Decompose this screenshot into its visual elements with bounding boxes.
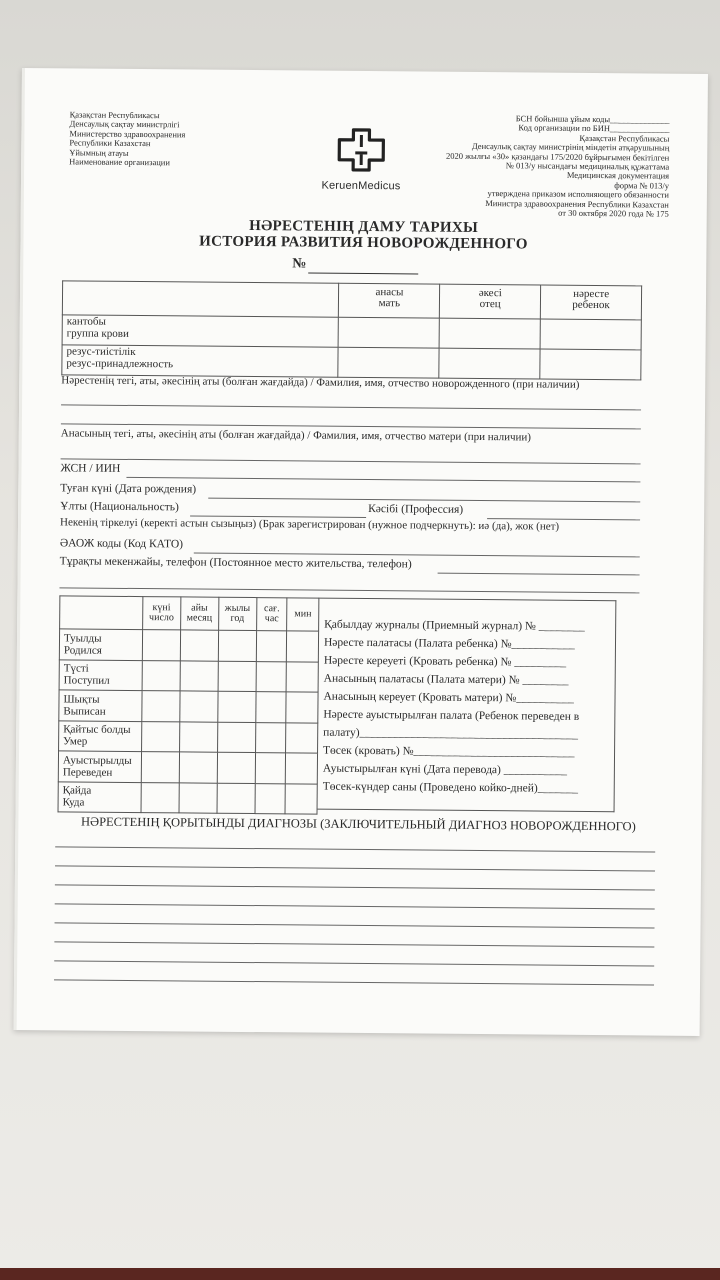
- events-cell[interactable]: [180, 660, 218, 691]
- title-kz: НӘРЕСТЕНІҢ ДАМУ ТАРИХЫ: [249, 217, 479, 236]
- events-cell[interactable]: [256, 692, 287, 723]
- events-cell[interactable]: [217, 691, 255, 722]
- child-ward-field[interactable]: Нәресте палатасы (Палата ребенка) №___________: [323, 636, 575, 651]
- events-cell[interactable]: [217, 783, 255, 814]
- mother-ward-field[interactable]: Анасының палатасы (Палата матери) № ________: [323, 672, 569, 687]
- table-row: [59, 629, 318, 662]
- blood-header-empty: [62, 281, 339, 317]
- events-cell[interactable]: [218, 630, 256, 661]
- header-right-line: Қазақстан Республикасы: [579, 132, 670, 144]
- title-ru: ИСТОРИЯ РАЗВИТИЯ НОВОРОЖДЕННОГО: [199, 233, 528, 253]
- blood-table: [61, 280, 642, 380]
- header-left: [69, 110, 289, 168]
- header-left-line: Қазақстан Республикасы: [69, 109, 160, 121]
- events-row-label: Туылды Родился: [59, 629, 142, 660]
- events-cell[interactable]: [141, 721, 179, 752]
- kato-label: ӘАОЖ коды (Код КАТО): [59, 537, 184, 551]
- events-row-label: Ауыстырылды Переведен: [58, 751, 141, 782]
- header-right-line: Министра здравоохранения Республики Казахстан: [485, 197, 669, 210]
- newborn-name-label: Нәрестенің тегі, аты, әкесінің аты (болған жағдайда) / Фамилия, имя, отчество новорожденного (при наличии): [61, 374, 580, 391]
- transfer-ward-field[interactable]: палату)______________________________________: [323, 726, 579, 741]
- events-cell[interactable]: [286, 692, 318, 723]
- table-row: [58, 781, 317, 814]
- events-cell[interactable]: [255, 783, 286, 814]
- number-label: №: [292, 256, 307, 272]
- form-sheet: [14, 68, 708, 1036]
- events-cell[interactable]: [286, 753, 318, 784]
- header-left-line: Республики Казахстан: [69, 137, 151, 149]
- header-right-line: форма № 013/у: [614, 180, 670, 191]
- table-row: [58, 751, 317, 784]
- events-header-day: күні число: [143, 597, 181, 630]
- blood-header-father: әкесі отец: [440, 284, 541, 319]
- events-row-label: Қайтыс болды Умер: [59, 720, 142, 751]
- events-cell[interactable]: [256, 661, 287, 692]
- number-field[interactable]: [308, 257, 418, 275]
- child-bed-field[interactable]: Нәресте кереуеті (Кровать ребенка) № _________: [323, 654, 567, 669]
- medical-cross-icon: [336, 127, 386, 173]
- diagnosis-line[interactable]: [54, 979, 654, 985]
- events-cell[interactable]: [286, 661, 318, 692]
- table-row: [59, 690, 318, 723]
- table-edge: [0, 1268, 720, 1280]
- newborn-name-line[interactable]: [61, 404, 641, 410]
- marriage-label[interactable]: Некенің тіркелуі (керекті астын сызыңыз) (Брак зарегистрирован (нужное подчеркнуть): иә (да), жок (нет): [59, 516, 560, 533]
- events-cell[interactable]: [141, 782, 179, 813]
- admission-journal-field[interactable]: Қабылдау журналы (Приемный журнал) № ________: [324, 618, 585, 633]
- header-right-line: Денсаулық сақтау министрінің міндетін атқарушының: [471, 141, 670, 153]
- blood-cell[interactable]: [439, 348, 540, 379]
- events-cell[interactable]: [256, 631, 287, 662]
- events-table: [58, 595, 320, 814]
- blood-row-label: кантобы группа крови: [62, 315, 339, 347]
- events-cell[interactable]: [141, 752, 179, 783]
- header-right-line: БСН бойынша ұйым коды______________: [515, 113, 670, 125]
- header-right-line: утверждена приказом исполняющего обязанности: [487, 188, 669, 200]
- events-header-min: мин: [287, 598, 319, 631]
- address-line-2[interactable]: [59, 587, 639, 593]
- bed-number-field[interactable]: Төсек (кровать) №____________________________: [323, 744, 575, 759]
- diagnosis-line[interactable]: [55, 846, 655, 852]
- mother-name-line[interactable]: [61, 458, 641, 464]
- address-field[interactable]: [438, 573, 640, 576]
- bed-days-field[interactable]: Төсек-күндер саны (Проведено койко-дней)_______: [322, 780, 579, 795]
- events-cell[interactable]: [142, 660, 180, 691]
- blood-cell[interactable]: [439, 318, 540, 349]
- logo-text: KeruenMedicus: [321, 179, 401, 193]
- header-right-line: № 013/у нысандағы медициналық құжаттама: [505, 160, 670, 172]
- birth-date-field[interactable]: [208, 498, 640, 503]
- events-cell[interactable]: [217, 722, 255, 753]
- events-row-label: Қайда Куда: [58, 781, 141, 812]
- blood-row-label: резус-тиістілік резус-принадлежность: [62, 345, 339, 377]
- mother-bed-field[interactable]: Анасының кереует (Кровать матери) №__________: [323, 690, 574, 705]
- address-label: Тұрақты мекенжайы, телефон (Постоянное место жительства, телефон): [59, 555, 412, 571]
- events-cell[interactable]: [142, 691, 180, 722]
- iin-label: ЖСН / ИИН: [60, 462, 121, 475]
- diagnosis-line[interactable]: [55, 903, 655, 909]
- diagnosis-line[interactable]: [54, 941, 654, 947]
- diagnosis-title: НӘРЕСТЕНІҢ ҚОРЫТЫНДЫ ДИАГНОЗЫ (ЗАКЛЮЧИТЕЛЬНЫЙ ДИАГНОЗ НОВОРОЖДЕННОГО): [80, 814, 636, 834]
- ward-info-box: [318, 598, 617, 813]
- events-row-label: Шықты Выписан: [59, 690, 142, 721]
- events-cell[interactable]: [218, 661, 256, 692]
- events-cell[interactable]: [180, 630, 218, 661]
- blood-header-mother: анасы мать: [339, 283, 440, 318]
- header-right-line: Код организации по БИН______________: [518, 122, 670, 135]
- header-left-line: Ұйымның атауы: [69, 147, 129, 158]
- blood-cell[interactable]: [540, 349, 641, 380]
- events-cell[interactable]: [255, 753, 286, 784]
- header-right-line: 2020 жылғы «30» қазандағы 175/2020 бұйрығымен бекітілген: [445, 150, 670, 163]
- diagnosis-line[interactable]: [55, 884, 655, 890]
- header-left-line: Денсаулық сақтау министрлігі: [69, 118, 180, 130]
- table-row: [59, 659, 318, 692]
- header-right-line: Медицинская документация: [566, 170, 670, 182]
- header-right: [419, 113, 670, 219]
- nationality-label: Ұлты (Национальность): [60, 500, 179, 514]
- events-header-hour: сағ. час: [256, 598, 287, 631]
- diagnosis-line[interactable]: [55, 922, 655, 928]
- profession-label: Кәсібі (Профессия): [368, 503, 464, 516]
- birth-date-label: Туған күні (Дата рождения): [60, 482, 197, 496]
- events-cell[interactable]: [285, 783, 317, 814]
- blood-cell[interactable]: [339, 317, 440, 348]
- events-header-empty: [60, 596, 143, 630]
- diagnosis-line[interactable]: [55, 865, 655, 871]
- mother-name-label: Анасының тегі, аты, әкесінің аты (болған жағдайда) / Фамилия, имя, отчество матери (при наличии): [60, 427, 532, 444]
- events-cell[interactable]: [179, 782, 217, 813]
- events-cell[interactable]: [142, 630, 180, 661]
- events-cell[interactable]: [217, 752, 255, 783]
- header-right-line: от 30 октября 2020 года № 175: [558, 207, 669, 219]
- events-cell[interactable]: [179, 691, 217, 722]
- events-cell[interactable]: [255, 722, 286, 753]
- blood-cell[interactable]: [540, 319, 641, 350]
- events-cell[interactable]: [179, 721, 217, 752]
- table-row: [59, 720, 318, 753]
- header-left-line: Министерство здравоохранения: [69, 128, 186, 140]
- iin-field[interactable]: [126, 477, 640, 482]
- logo: [306, 126, 417, 192]
- blood-cell[interactable]: [338, 347, 439, 378]
- transfer-ward-label: Нәресте ауыстырылған палата (Ребенок переведен в: [323, 708, 580, 723]
- transfer-date-field[interactable]: Ауыстырылған күні (Дата перевода) ___________: [322, 762, 568, 777]
- header-left-line: Наименование организации: [69, 156, 170, 168]
- form-number: [292, 256, 418, 274]
- events-cell[interactable]: [287, 631, 319, 662]
- events-cell[interactable]: [179, 752, 217, 783]
- events-cell[interactable]: [286, 722, 318, 753]
- events-row-label: Түсті Поступил: [59, 659, 142, 690]
- diagnosis-line[interactable]: [54, 960, 654, 966]
- events-header-year: жылы год: [218, 597, 256, 630]
- blood-header-child: нәресте ребенок: [540, 285, 641, 320]
- events-header-month: айы месяц: [180, 597, 218, 630]
